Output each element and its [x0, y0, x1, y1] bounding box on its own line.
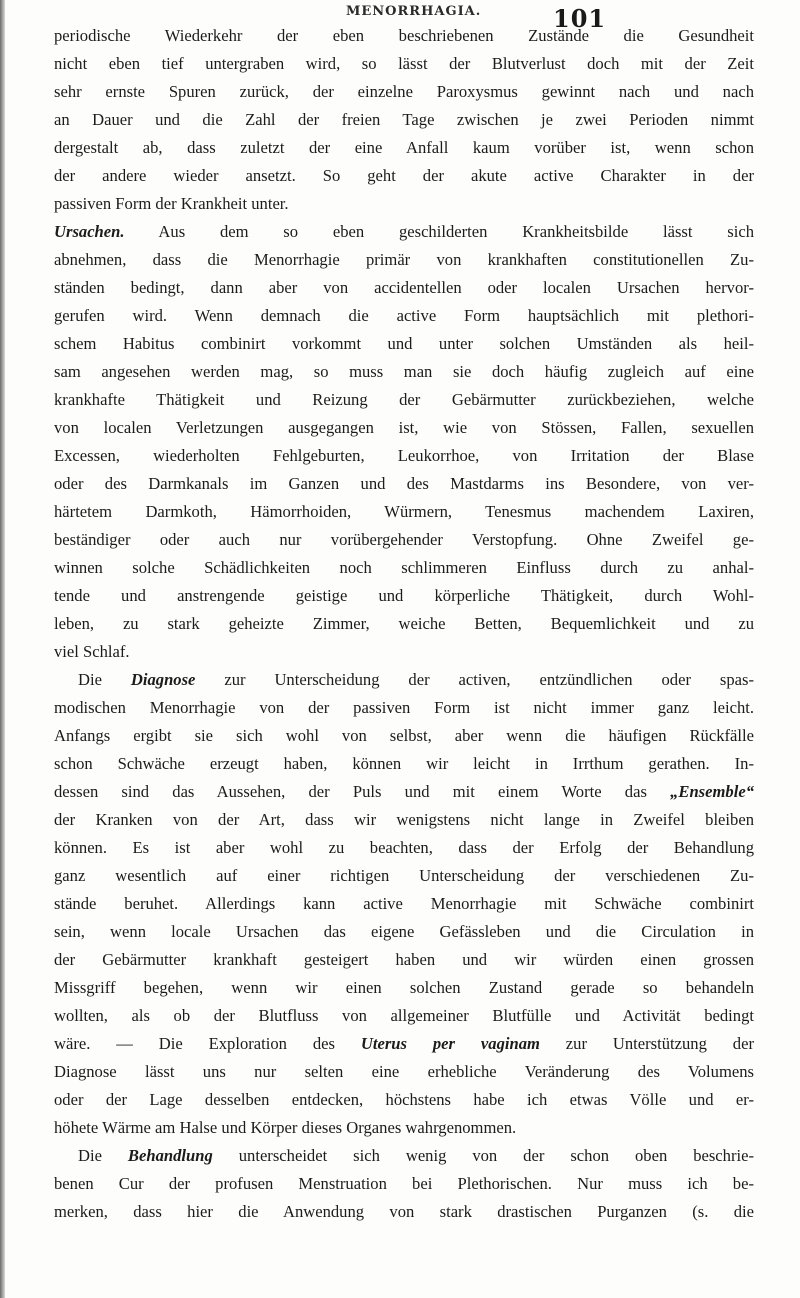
- line-text: von localen Verletzungen ausgegangen ist, wie von Stössen, Fallen, sexuellen: [54, 418, 754, 437]
- line-prefix: Die: [78, 1146, 128, 1165]
- text-line: [54, 918, 754, 946]
- text-line: [54, 246, 754, 274]
- text-line: [54, 1030, 754, 1058]
- text-line: [54, 330, 754, 358]
- line-text: oder der Lage desselben entdecken, höchstens habe ich etwas Völle und er-: [54, 1090, 754, 1109]
- text-line: [54, 442, 754, 470]
- line-text: beständiger oder auch nur vorübergehender Verstopfung. Ohne Zweifel ge-: [54, 530, 754, 549]
- line-prefix: dessen sind das Aussehen, der Puls und mit einem Worte das: [54, 782, 671, 801]
- text-line: [54, 1142, 754, 1170]
- emphasized-term: Ursachen.: [54, 222, 125, 241]
- body-text: [54, 22, 754, 1226]
- line-text: modischen Menorrhagie von der passiven Form ist nicht immer ganz leicht.: [54, 698, 754, 717]
- line-text: zur Unterstützung der: [539, 1034, 754, 1053]
- text-line: [54, 50, 754, 78]
- text-line: [54, 302, 754, 330]
- line-text: wollten, als ob der Blutfluss von allgemeiner Blutfülle und Activität bedingt: [54, 1006, 754, 1025]
- text-line: [54, 22, 754, 50]
- line-text: abnehmen, dass die Menorrhagie primär von krankhaften constitutionellen Zu-: [54, 250, 754, 269]
- text-line: [54, 106, 754, 134]
- text-line: [54, 526, 754, 554]
- page-edge-shadow: [0, 0, 5, 1298]
- emphasized-term: Diagnose: [130, 670, 196, 689]
- line-text: schon Schwäche erzeugt haben, können wir leicht in Irrthum gerathen. In-: [54, 754, 754, 773]
- line-text: höhete Wärme am Halse und Körper dieses Organes wahrgenommen.: [54, 1118, 517, 1137]
- line-text: stände beruhet. Allerdings kann active Menorrhagie mit Schwäche combinirt: [54, 894, 754, 913]
- text-line: [54, 162, 754, 190]
- text-line: [54, 974, 754, 1002]
- text-line: [54, 498, 754, 526]
- text-line: [54, 722, 754, 750]
- text-line: [54, 694, 754, 722]
- line-text: der Gebärmutter krankhaft gesteigert haben und wir würden einen grossen: [54, 950, 754, 969]
- text-line: [54, 1170, 754, 1198]
- text-line: [54, 358, 754, 386]
- line-text: sam angesehen werden mag, so muss man sie doch häufig zugleich auf eine: [54, 362, 754, 381]
- line-text: leben, zu stark geheizte Zimmer, weiche Betten, Bequemlichkeit und zu: [54, 614, 754, 633]
- line-text: Anfangs ergibt sie sich wohl von selbst, aber wenn die häufigen Rückfälle: [54, 726, 754, 745]
- text-line: [54, 1114, 754, 1142]
- text-line: [54, 806, 754, 834]
- line-text: periodische Wiederkehr der eben beschriebenen Zustände die Gesundheit: [54, 26, 754, 45]
- emphasized-term: „Ensemble“: [670, 782, 754, 801]
- line-text: sein, wenn locale Ursachen das eigene Gefässleben und die Circulation in: [54, 922, 754, 941]
- line-text: zur Unterscheidung der activen, entzündlichen oder spas-: [195, 670, 754, 689]
- text-line: [54, 78, 754, 106]
- text-line: [54, 470, 754, 498]
- line-text: dergestalt ab, dass zuletzt der eine Anfall kaum vorüber ist, wenn schon: [54, 138, 754, 157]
- text-line: [54, 610, 754, 638]
- emphasized-term: Behandlung: [127, 1146, 213, 1165]
- line-text: merken, dass hier die Anwendung von stark drastischen Purganzen (s. die: [54, 1202, 754, 1221]
- line-text: gerufen wird. Wenn demnach die active Form hauptsächlich mit plethori-: [54, 306, 754, 325]
- text-line: [54, 890, 754, 918]
- text-line: [54, 190, 754, 218]
- line-text: der Kranken von der Art, dass wir wenigstens nicht lange in Zweifel bleiben: [54, 810, 754, 829]
- text-line: [54, 638, 754, 666]
- line-text: Missgriff begehen, wenn wir einen solchen Zustand gerade so behandeln: [54, 978, 754, 997]
- text-line: [54, 750, 754, 778]
- line-text: der andere wieder ansetzt. So geht der akute active Charakter in der: [54, 166, 754, 185]
- line-text: härtetem Darmkoth, Hämorrhoiden, Würmern, Tenesmus machendem Laxiren,: [54, 502, 754, 521]
- text-line: [54, 1058, 754, 1086]
- line-text: Aus dem so eben geschilderten Krankheitsbilde lässt sich: [124, 222, 754, 241]
- line-text: ganz wesentlich auf einer richtigen Unterscheidung der verschiedenen Zu-: [54, 866, 754, 885]
- line-text: können. Es ist aber wohl zu beachten, dass der Erfolg der Behandlung: [54, 838, 754, 857]
- text-line: [54, 1198, 754, 1226]
- line-text: Diagnose lässt uns nur selten eine erhebliche Veränderung des Volumens: [54, 1062, 754, 1081]
- line-text: tende und anstrengende geistige und körperliche Thätigkeit, durch Wohl-: [54, 586, 754, 605]
- text-line: [54, 274, 754, 302]
- line-text: oder des Darmkanals im Ganzen und des Mastdarms ins Besondere, von ver-: [54, 474, 754, 493]
- text-line: [54, 218, 754, 246]
- text-line: [54, 582, 754, 610]
- line-text: sehr ernste Spuren zurück, der einzelne Paroxysmus gewinnt nach und nach: [54, 82, 754, 101]
- line-text: an Dauer und die Zahl der freien Tage zwischen je zwei Perioden nimmt: [54, 110, 754, 129]
- text-line: [54, 1086, 754, 1114]
- running-title: MENORRHAGIA.: [346, 4, 482, 19]
- text-line: [54, 862, 754, 890]
- text-line: [54, 386, 754, 414]
- text-line: [54, 134, 754, 162]
- text-line: [54, 778, 754, 806]
- line-text: krankhafte Thätigkeit und Reizung der Gebärmutter zurückbeziehen, welche: [54, 390, 754, 409]
- line-prefix: wäre. — Die Exploration des: [54, 1034, 361, 1053]
- line-prefix: Die: [78, 670, 131, 689]
- line-text: nicht eben tief untergraben wird, so lässt der Blutverlust doch mit der Zeit: [54, 54, 754, 73]
- text-line: [54, 946, 754, 974]
- text-line: [54, 1002, 754, 1030]
- line-text: ständen bedingt, dann aber von accidentellen oder localen Ursachen hervor-: [54, 278, 754, 297]
- line-text: Excessen, wiederholten Fehlgeburten, Leukorrhoe, von Irritation der Blase: [54, 446, 754, 465]
- line-text: unterscheidet sich wenig von der schon oben beschrie-: [212, 1146, 754, 1165]
- page-number: 101: [553, 4, 607, 33]
- line-text: schem Habitus combinirt vorkommt und unter solchen Umständen als heil-: [54, 334, 754, 353]
- line-text: passiven Form der Krankheit unter.: [54, 194, 289, 213]
- line-text: winnen solche Schädlichkeiten noch schlimmeren Einfluss durch zu anhal-: [54, 558, 754, 577]
- emphasized-term: Uterus per vaginam: [360, 1034, 540, 1053]
- text-line: [54, 554, 754, 582]
- text-line: [54, 414, 754, 442]
- text-line: [54, 666, 754, 694]
- line-text: viel Schlaf.: [54, 642, 130, 661]
- text-line: [54, 834, 754, 862]
- line-text: benen Cur der profusen Menstruation bei Plethorischen. Nur muss ich be-: [54, 1174, 754, 1193]
